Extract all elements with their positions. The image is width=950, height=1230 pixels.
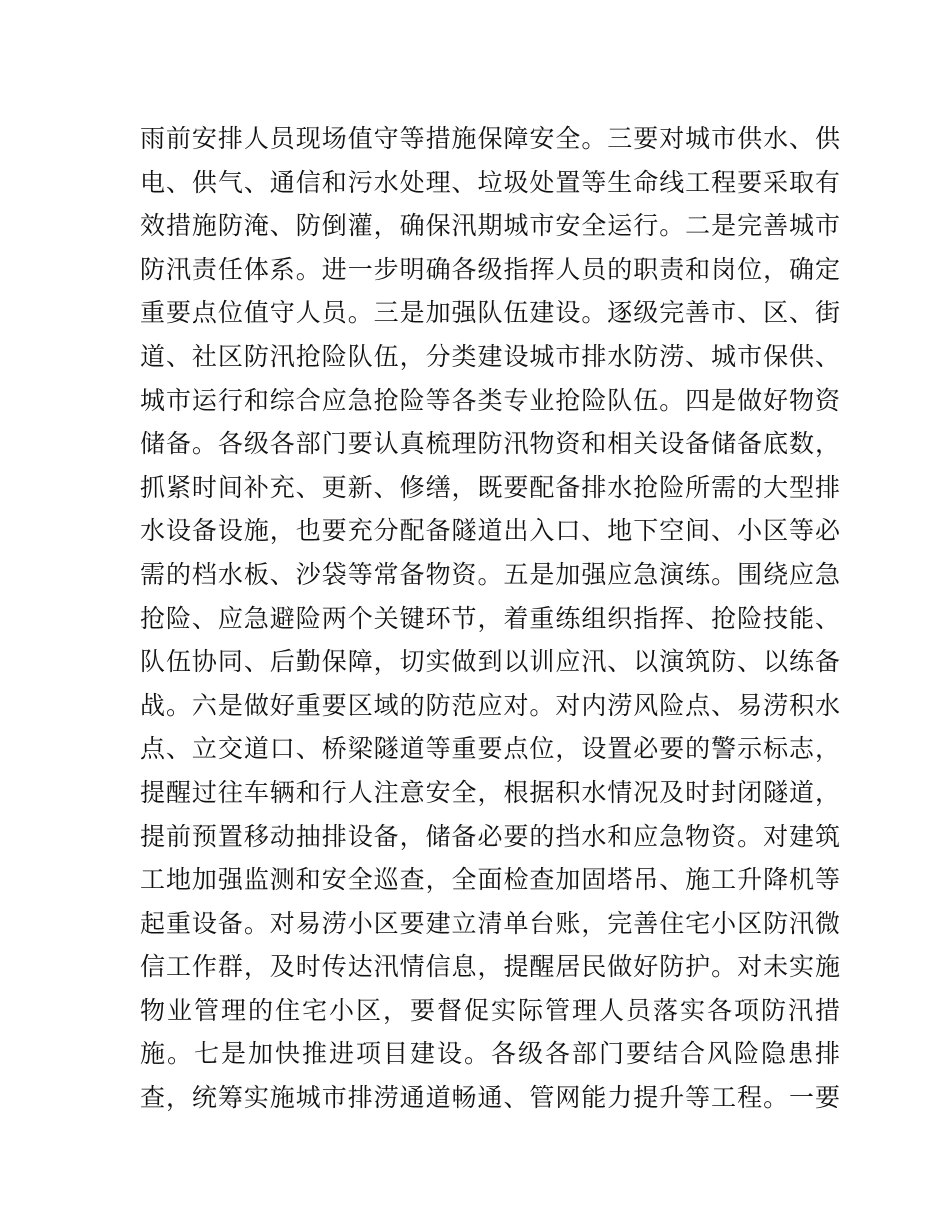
text-line: 提醒过往车辆和行人注意安全，根据积水情况及时封闭隧道， bbox=[140, 777, 840, 807]
body-text bbox=[140, 117, 840, 1120]
text-line: 抢险、应急避险两个关键环节，着重练组织指挥、抢险技能、 bbox=[140, 603, 840, 633]
text-line: 城市运行和综合应急抢险等各类专业抢险队伍。四是做好物资 bbox=[140, 385, 840, 415]
text-line: 物业管理的住宅小区，要督促实际管理人员落实各项防汛措 bbox=[140, 995, 840, 1025]
text-line: 点、立交道口、桥梁隧道等重要点位，设置必要的警示标志， bbox=[140, 734, 840, 764]
text-line: 工地加强监测和安全巡查，全面检查加固塔吊、施工升降机等 bbox=[140, 865, 840, 895]
text-line: 储备。各级各部门要认真梳理防汛物资和相关设备储备底数， bbox=[140, 429, 840, 459]
text-line: 队伍协同、后勤保障，切实做到以训应汛、以演筑防、以练备 bbox=[140, 647, 840, 677]
text-line: 提前预置移动抽排设备，储备必要的挡水和应急物资。对建筑 bbox=[140, 821, 840, 851]
text-line: 防汛责任体系。进一步明确各级指挥人员的职责和岗位，确定 bbox=[140, 254, 840, 284]
text-line: 雨前安排人员现场值守等措施保障安全。三要对城市供水、供 bbox=[140, 124, 840, 153]
text-line: 战。六是做好重要区域的防范应对。对内涝风险点、易涝积水 bbox=[140, 690, 840, 720]
text-line: 水设备设施，也要充分配备隧道出入口、地下空间、小区等必 bbox=[140, 516, 840, 546]
text-line: 电、供气、通信和污水处理、垃圾处置等生命线工程要采取有 bbox=[140, 167, 840, 197]
text-line: 道、社区防汛抢险队伍，分类建设城市排水防涝、城市保供、 bbox=[140, 341, 840, 371]
text-line: 效措施防淹、防倒灌，确保汛期城市安全运行。二是完善城市 bbox=[140, 211, 840, 241]
text-line: 重要点位值守人员。三是加强队伍建设。逐级完善市、区、街 bbox=[140, 298, 840, 328]
text-line: 起重设备。对易涝小区要建立清单台账，完善住宅小区防汛微 bbox=[140, 908, 840, 938]
text-line: 信工作群，及时传达汛情信息，提醒居民做好防护。对未实施 bbox=[140, 952, 840, 982]
text-line: 需的档水板、沙袋等常备物资。五是加强应急演练。围绕应急 bbox=[140, 559, 840, 589]
text-line: 施。七是加快推进项目建设。各级各部门要结合风险隐患排 bbox=[140, 1039, 840, 1069]
text-line: 查，统筹实施城市排涝通道畅通、管网能力提升等工程。一要 bbox=[140, 1083, 840, 1113]
text-line: 抓紧时间补充、更新、修缮，既要配备排水抢险所需的大型排 bbox=[140, 472, 840, 502]
